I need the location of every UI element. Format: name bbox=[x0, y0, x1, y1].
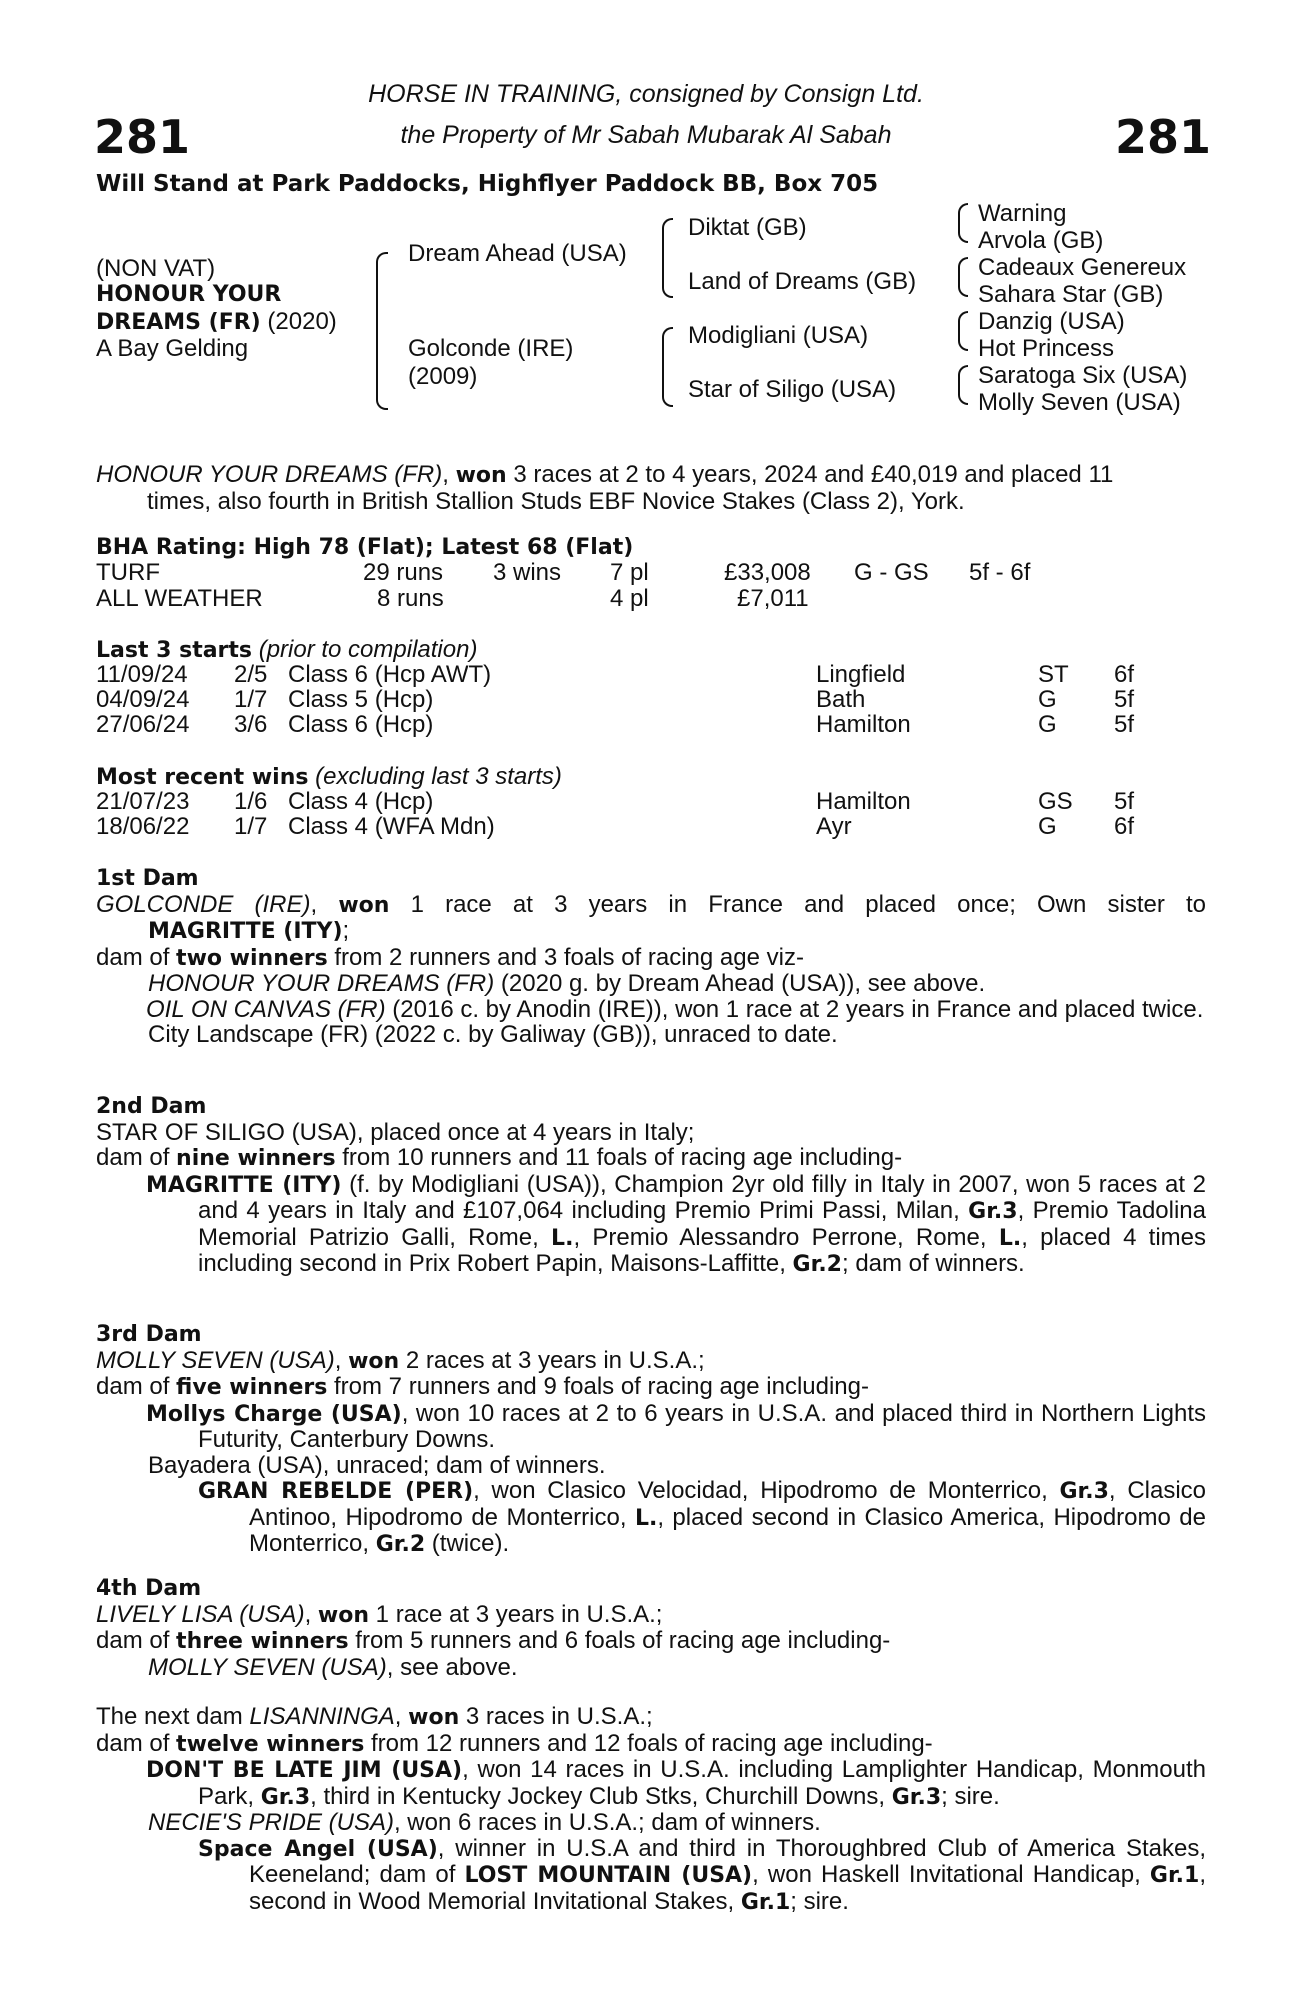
all-weather-row bbox=[96, 586, 1206, 612]
ancestor-8: Molly Seven (USA) bbox=[978, 389, 1181, 416]
pedigree-brace-g1 bbox=[958, 203, 968, 243]
ancestor-5: Danzig (USA) bbox=[978, 308, 1125, 335]
ancestor-6: Hot Princess bbox=[978, 335, 1115, 362]
stand-location: Will Stand at Park Paddocks, Highflyer Paddock BB, Box 705 bbox=[96, 171, 879, 197]
summary-text2: times, also fourth in British Stallion Studs EBF Novice Stakes (Class 2), York. bbox=[147, 487, 965, 515]
consignment-line: HORSE IN TRAINING, consigned by Consign Ltd. bbox=[368, 80, 924, 108]
first-dam-heading: 1st Dam bbox=[96, 866, 199, 891]
win-row: 21/07/23 1/6 Class 4 (Hcp) Hamilton GS 5f bbox=[96, 788, 1135, 815]
fourth-dam-section: 4th Dam LIVELY LISA (USA), won 1 race at 3 years in U.S.A.; dam of three winners from 5 runners and 6 foals of racing age including- MOLLY SEVEN (USA), see above. bbox=[96, 1576, 1206, 1680]
pedigree-brace-g3 bbox=[958, 311, 968, 351]
pedigree-brace-g2 bbox=[958, 257, 968, 297]
fourth-dam-heading: 4th Dam bbox=[96, 1576, 202, 1601]
turf-label: TURF bbox=[96, 559, 160, 586]
next-dam-section: The next dam LISANNINGA, won 3 races in U.S.A.; dam of twelve winners from 12 runners and 12 foals of racing age including- DON'T BE LATE JIM (USA), won 14 races in U.S.A. including Lamplighter Handicap, Monmouth Park, Gr.3, third in Kentucky Jockey Club Stks, Churchill Downs, Gr.3; sire. NECIE'S PRIDE (USA), won 6 races in U.S.A.; dam of winners. Space Angel (USA), winner in U.S.A and third in Thoroughbred Club of America Stakes, Keeneland; dam of LOST MOUNTAIN (USA), won Haskell Invitational Handicap, Gr.1, second in Wood Memorial Invitational Stakes, Gr.1; sire. bbox=[96, 1703, 1206, 1915]
turf-going: G - GS bbox=[854, 559, 929, 586]
sire-dam: Land of Dreams (GB) bbox=[688, 268, 917, 295]
horse-year: (2020) bbox=[260, 308, 337, 335]
dam-dam: Star of Siligo (USA) bbox=[688, 376, 897, 403]
pedigree-brace-g4 bbox=[958, 365, 968, 405]
vat-status: (NON VAT) bbox=[96, 255, 216, 282]
bha-rating: BHA Rating: High 78 (Flat); Latest 68 (Flat) bbox=[96, 535, 634, 560]
horse-name-line2 bbox=[96, 309, 337, 336]
sire: Dream Ahead (USA) bbox=[408, 240, 627, 267]
first-dam-section: 1st Dam GOLCONDE (IRE), won 1 race at 3 years in France and placed once; Own sister to MAGRITTE (ITY); dam of two winners from 2 runners and 3 foals of racing age viz- HONOUR YOUR DREAMS (FR) (2020 g. by Dream Ahead (USA)), see above. OIL ON CANVAS (FR) (2016 c. by Anodin (IRE)), won 1 race at 2 years in France and placed twice. City Landscape (FR) (2022 c. by Galiway (GB)), unraced to date. bbox=[96, 866, 1207, 1048]
lot-number-right: 281 bbox=[1115, 110, 1212, 164]
pedigree-brace-gen1 bbox=[376, 252, 388, 410]
dam-line2: (2009) bbox=[408, 363, 478, 390]
second-dam-heading: 2nd Dam bbox=[96, 1094, 207, 1119]
turf-placed: 7 pl bbox=[610, 559, 649, 586]
start-row: 04/09/24 1/7 Class 5 (Hcp) Bath G 5f bbox=[96, 686, 1135, 713]
horse-name: DREAMS (FR) bbox=[96, 310, 261, 335]
summary-horse-name: HONOUR YOUR DREAMS (FR) bbox=[96, 461, 443, 488]
horse-description: A Bay Gelding bbox=[96, 335, 249, 362]
lot-number-left: 281 bbox=[94, 110, 191, 164]
recent-wins-heading: Most recent wins (excluding last 3 starts) bbox=[96, 763, 562, 790]
second-dam-section: 2nd Dam STAR OF SILIGO (USA), placed once at 4 years in Italy; dam of nine winners from 10 runners and 11 foals of racing age including- MAGRITTE (ITY) (f. by Modigliani (USA)), Champion 2yr old filly in Italy in 2007, won 5 races at 2 and 4 years in Italy and £107,064 including Premio Primi Passi, Milan, Gr.3, Premio Tadolina Memorial Patrizio Galli, Rome, L., Premio Alessandro Perrone, Rome, L., placed 4 times including second in Prix Robert Papin, Maisons-Laffitte, Gr.2; dam of winners. bbox=[96, 1094, 1207, 1277]
ancestor-3: Cadeaux Genereux bbox=[978, 254, 1187, 281]
turf-runs: 29 runs bbox=[363, 559, 444, 586]
turf-distance: 5f - 6f bbox=[969, 559, 1031, 586]
aw-earnings: £7,011 bbox=[737, 585, 809, 612]
summary-won: won bbox=[455, 463, 507, 488]
ancestor-7: Saratoga Six (USA) bbox=[978, 362, 1188, 389]
last-3-heading: Last 3 starts (prior to compilation) bbox=[96, 636, 478, 663]
horse-name-line1: HONOUR YOUR bbox=[96, 282, 282, 307]
aw-runs: 8 runs bbox=[377, 585, 444, 612]
aw-placed: 4 pl bbox=[610, 585, 649, 612]
turf-row bbox=[96, 560, 1206, 586]
race-summary: HONOUR YOUR DREAMS (FR), won 3 races at 2 to 4 years, 2024 and £40,019 and placed 11 times, also fourth in British Stallion Studs EBF Novice Stakes (Class 2), York. bbox=[96, 462, 1206, 514]
summary-text1: 3 races at 2 to 4 years, 2024 and £40,019 and placed 11 bbox=[506, 461, 1114, 488]
third-dam-section: 3rd Dam MOLLY SEVEN (USA), won 2 races at 3 years in U.S.A.; dam of five winners from 7 runners and 9 foals of racing age including- Mollys Charge (USA), won 10 races at 2 to 6 years in U.S.A. and placed third in Northern Lights Futurity, Canterbury Downs. Bayadera (USA), unraced; dam of winners. GRAN REBELDE (PER), won Clasico Velocidad, Hipodromo de Monterrico, Gr.3, Clasico Antinoo, Hipodromo de Monterrico, L., placed second in Clasico America, Hipodromo de Monterrico, Gr.2 (twice). bbox=[96, 1322, 1207, 1557]
sire-sire: Diktat (GB) bbox=[688, 214, 807, 241]
start-row: 11/09/24 2/5 Class 6 (Hcp AWT) Lingfield ST 6f bbox=[96, 661, 1135, 688]
dam-line1: Golconde (IRE) bbox=[408, 335, 574, 362]
third-dam-heading: 3rd Dam bbox=[96, 1322, 202, 1347]
aw-label: ALL WEATHER bbox=[96, 585, 263, 612]
owner-line: the Property of Mr Sabah Mubarak Al Sabah bbox=[400, 121, 892, 149]
ancestor-1: Warning bbox=[978, 200, 1067, 227]
pedigree-brace-dam bbox=[662, 327, 673, 407]
turf-wins: 3 wins bbox=[493, 559, 562, 586]
dam-sire: Modigliani (USA) bbox=[688, 322, 869, 349]
ancestor-2: Arvola (GB) bbox=[978, 227, 1104, 254]
win-row: 18/06/22 1/7 Class 4 (WFA Mdn) Ayr G 6f bbox=[96, 813, 1135, 840]
ancestor-4: Sahara Star (GB) bbox=[978, 281, 1164, 308]
pedigree-brace-sire bbox=[662, 218, 673, 298]
start-row: 27/06/24 3/6 Class 6 (Hcp) Hamilton G 5f bbox=[96, 711, 1135, 738]
turf-earnings: £33,008 bbox=[724, 559, 811, 586]
